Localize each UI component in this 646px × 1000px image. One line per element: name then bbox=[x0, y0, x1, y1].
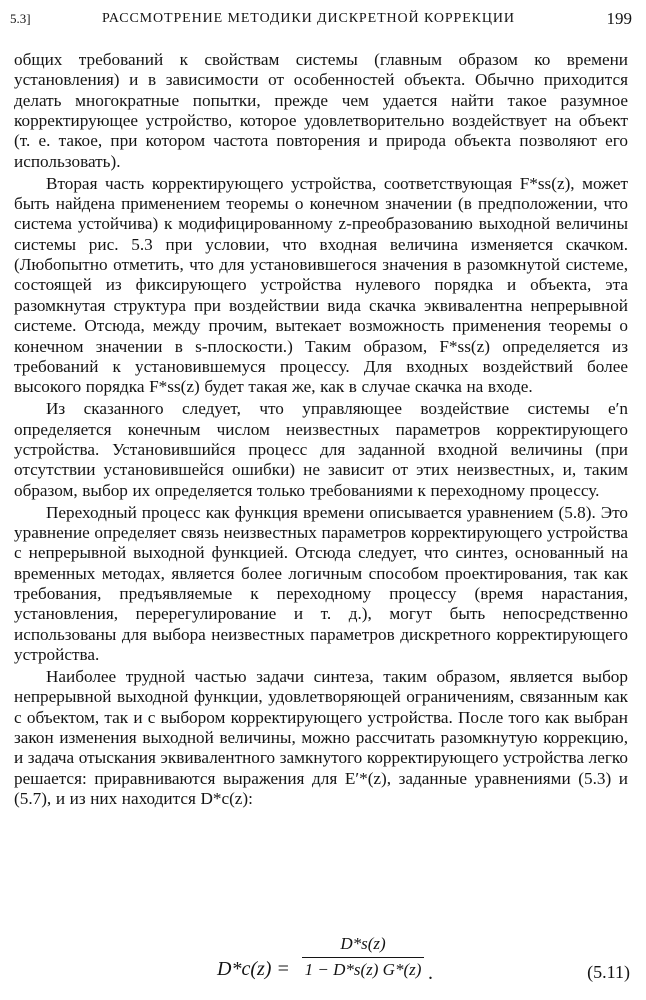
paragraph: Переходный процесс как функция времени описывается уравнением (5.8). Это уравнение определяет связь неизвестных параметров корректирующего устройства с непрерывной выходной функцией. Отсюда следует, что синтез, основанный на временных методах, является более логичным способом проектирования, так как требования, предъявляемые к переходному процессу (время нарастания, установления, перерегулирование и т. д.), могут быть непосредственно использованы для выбора неизвестных параметров дискретного корректирующего устройства. bbox=[14, 502, 628, 665]
fraction-bar bbox=[302, 957, 424, 958]
equation-period: . bbox=[428, 962, 433, 984]
page-number: 199 bbox=[606, 9, 632, 28]
paragraph: Наиболее трудной частью задачи синтеза, таким образом, является выбор непрерывной выходной функции, удовлетворяющей ограничениям, связанным как с объектом, так и с выбором корректирующего устройства. После того как выбран закон изменения выходной величины, можно рассчитать разомкнутую коррекцию, и задача отыскания эквивалентного замкнутого корректирующего устройства легко решается: приравниваются выражения для E′*(z), заданные уравнениями (5.3) и (5.7), и из них находится D*c(z): bbox=[14, 667, 628, 809]
running-title: РАССМОТРЕНИЕ МЕТОДИКИ ДИСКРЕТНОЙ КОРРЕКЦИИ bbox=[102, 11, 515, 26]
section-number: 5.3] bbox=[10, 11, 31, 26]
equation-number: (5.11) bbox=[587, 962, 630, 982]
equation-numerator: D*s(z) bbox=[340, 934, 386, 953]
equation-lhs: D*c(z) = bbox=[217, 958, 290, 980]
paragraph: Из сказанного следует, что управляющее воздействие системы e′n определяется конечным числом неизвестных параметров корректирующего устройства. Установившийся процесс для заданной входной величины (при отсутствии установившейся ошибки) не зависит от этих неизвестных, и, таким образом, выбор их определяется только требованиями к переходному процессу. bbox=[14, 399, 628, 500]
equation-denominator: 1 − D*s(z) G*(z) bbox=[304, 960, 422, 979]
running-header bbox=[10, 9, 632, 31]
body-text bbox=[14, 50, 628, 809]
paragraph: общих требований к свойствам системы (главным образом ко времени установления) и в зависимости от особенностей объекта. Обычно приходится делать многократные попытки, прежде чем удается найти такое разумное корректирующее устройство, которое удовлетворительно воздействует на объект (т. е. такое, при котором частота повторения и природа объекта позволяют его использовать). bbox=[14, 50, 628, 171]
equation-fraction bbox=[302, 932, 424, 983]
paragraph: Вторая часть корректирующего устройства, соответствующая F*ss(z), может быть найдена применением теоремы о конечном значении (в предположении, что система устойчива) к модифицированному z-преобразованию выходной величины системы рис. 5.3 при условии, что входная величина изменяется скачком. (Любопытно отметить, что для установившегося значения в разомкнутой системе, состоящей из фиксирующего устройства нулевого порядка и объекта, эта разомкнутая структура при воздействии вида скачка эквивалентна непрерывной системе. Отсюда, между прочим, вытекает возможность применения теоремы о конечном значении в s-плоскости.) Таким образом, F*ss(z) определяется из требований к установившемуся процессу. Для входных воздействий более высокого порядка F*ss(z) будет такая же, как в случае скачка на входе. bbox=[14, 173, 628, 397]
equation-5-11 bbox=[0, 932, 646, 990]
